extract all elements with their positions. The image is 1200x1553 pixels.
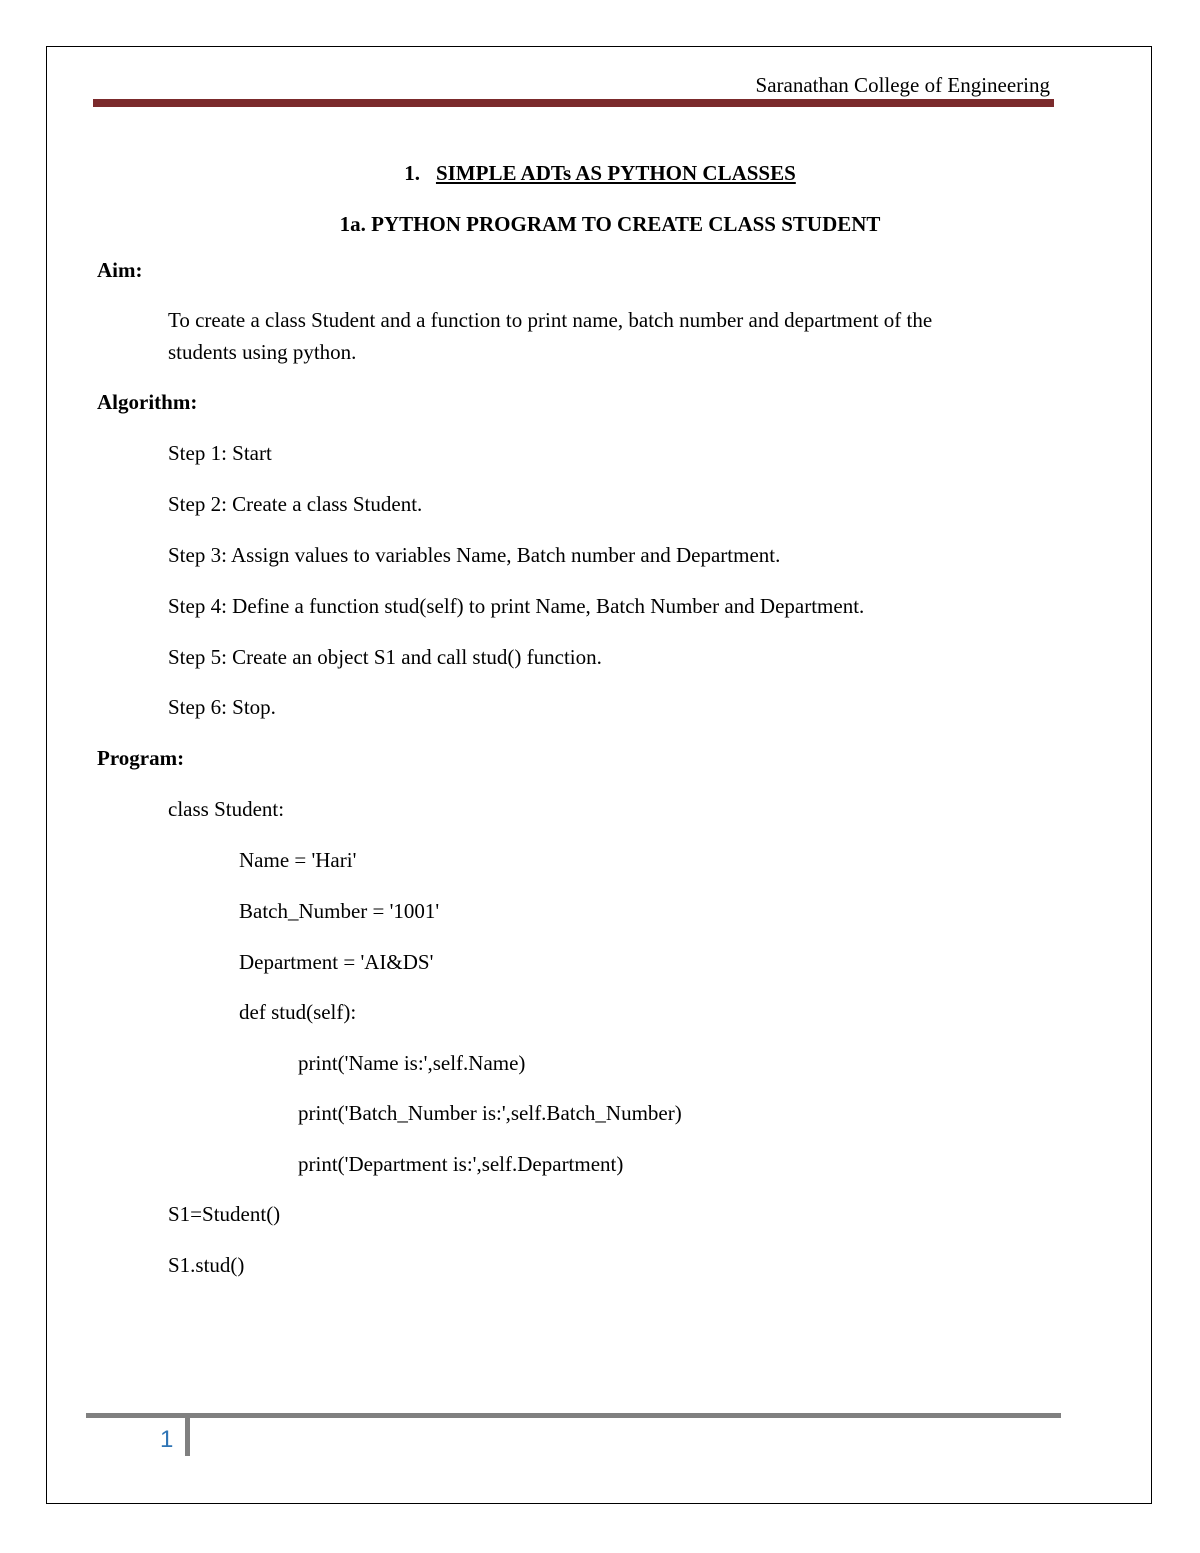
code-line: print('Name is:',self.Name): [298, 1051, 526, 1075]
code-line: print('Department is:',self.Department): [298, 1152, 624, 1176]
aim-line: To create a class Student and a function to print name, batch number and department of the: [168, 308, 933, 332]
page-border: [46, 46, 1152, 1504]
aim-heading: Aim:: [97, 258, 143, 282]
code-line: Name = 'Hari': [239, 848, 357, 872]
code-line: print('Batch_Number is:',self.Batch_Number): [298, 1101, 682, 1125]
code-line: S1.stud(): [168, 1253, 245, 1277]
code-line: def stud(self):: [239, 1000, 357, 1024]
code-line: class Student:: [168, 797, 285, 821]
section-title-text: SIMPLE ADTs AS PYTHON CLASSES: [435, 161, 796, 185]
code-line: Department = 'AI&DS': [239, 950, 434, 974]
algorithm-step: Step 3: Assign values to variables Name, Batch number and Department.: [168, 543, 781, 567]
aim-line: students using python.: [168, 340, 357, 364]
code-line: Batch_Number = '1001': [239, 899, 440, 923]
footer-rule: [86, 1413, 1061, 1418]
footer-divider: [185, 1418, 190, 1456]
code-line: S1=Student(): [168, 1202, 281, 1226]
algorithm-step: Step 5: Create an object S1 and call stud() function.: [168, 645, 602, 669]
program-heading: Program:: [97, 746, 185, 770]
header-institution: Saranathan College of Engineering: [755, 73, 1050, 97]
algorithm-step: Step 2: Create a class Student.: [168, 492, 423, 516]
header-rule: [93, 99, 1054, 107]
section-number: 1.: [404, 161, 420, 185]
program-title: 1a. PYTHON PROGRAM TO CREATE CLASS STUDENT: [339, 212, 881, 236]
algorithm-step: Step 4: Define a function stud(self) to print Name, Batch Number and Department.: [168, 594, 865, 618]
page-number: 1: [160, 1426, 174, 1453]
algorithm-heading: Algorithm:: [97, 390, 198, 414]
section-title: [0, 160, 1200, 186]
algorithm-step: Step 1: Start: [168, 441, 272, 465]
algorithm-step: Step 6: Stop.: [168, 695, 276, 719]
